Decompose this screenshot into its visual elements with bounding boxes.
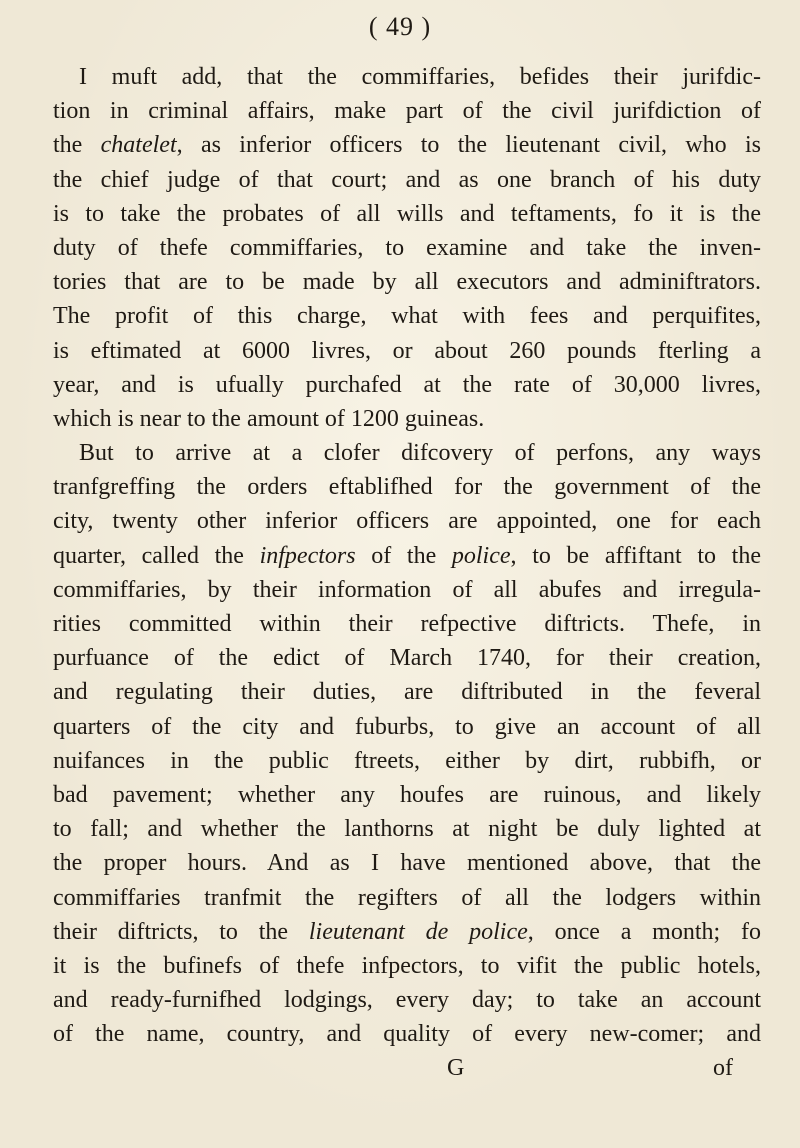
italic-term-lieutenant-de-police: lieutenant de police	[308, 918, 528, 945]
text-line-13: tranfgreffing the orders eftablifhed for the government of the	[53, 474, 761, 501]
text-line-27: it is the bufinefs of thefe infpectors, to vifit the public hotels,	[53, 952, 761, 979]
text-line-3: the chatelet, as inferior officers to the lieutenant civil, who is	[53, 132, 761, 159]
catchword: of	[713, 1055, 733, 1082]
text-line-26: their diftricts, to the lieutenant de police, once a month; fo	[53, 918, 761, 945]
text-line-5: is to take the probates of all wills and teftaments, fo it is the	[53, 200, 761, 227]
signature-mark: G	[447, 1055, 465, 1082]
text-line-7: tories that are to be made by all executors and adminiftrators.	[53, 269, 761, 296]
text-line-11: which is near to the amount of 1200 guineas.	[53, 405, 485, 432]
text-line-28: and ready-furnifhed lodgings, every day; to take an account	[53, 987, 761, 1014]
text-line-21: nuifances in the public ftreets, either by dirt, rubbifh, or	[53, 747, 761, 774]
italic-term-police: police	[451, 542, 511, 569]
text-line-18: purfuance of the edict of March 1740, for their creation,	[53, 645, 761, 672]
text-line-15: quarter, called the infpectors of the police, to be affiftant to the	[53, 542, 761, 569]
text-line-20: quarters of the city and fuburbs, to give an account of all	[53, 713, 761, 740]
text-line-12: But to arrive at a clofer difcovery of perfons, any ways	[79, 440, 761, 467]
page-footer	[53, 1051, 761, 1085]
text-line-19: and regulating their duties, are diftributed in the feveral	[53, 679, 761, 706]
text-line-29: of the name, country, and quality of every new-comer; and	[53, 1021, 761, 1048]
text-line-9: is eftimated at 6000 livres, or about 260 pounds fterling a	[53, 337, 761, 364]
text-line-6: duty of thefe commiffaries, to examine and take the inven-	[53, 234, 761, 261]
text-line-2: tion in criminal affairs, make part of the civil jurifdiction of	[53, 98, 761, 125]
text-line-23: to fall; and whether the lanthorns at night be duly lighted at	[53, 816, 761, 843]
text-line-17: rities committed within their refpective diftricts. Thefe, in	[53, 611, 761, 637]
text-line-10: year, and is ufually purchafed at the rate of 30,000 livres,	[53, 371, 761, 398]
text-line-4: the chief judge of that court; and as one branch of his duty	[53, 166, 761, 193]
text-line-24: the proper hours. And as I have mentioned above, that the	[53, 850, 761, 877]
text-line-1: I muft add, that the commiffaries, befides their jurifdic-	[79, 64, 761, 90]
italic-term-chatelet: chatelet	[100, 132, 177, 159]
text-line-14: city, twenty other inferior officers are appointed, one for each	[53, 508, 761, 535]
text-line-22: bad pavement; whether any houfes are ruinous, and likely	[53, 781, 761, 808]
italic-term-infpectors: infpectors	[259, 542, 356, 569]
text-line-8: The profit of this charge, what with fees and perquifites,	[53, 303, 761, 330]
body-text	[53, 60, 761, 1086]
text-line-16: commiffaries, by their information of all abufes and irregula-	[53, 576, 761, 603]
page-number: ( 49 )	[368, 12, 432, 41]
text-line-25: commiffaries tranfmit the regifters of all the lodgers within	[53, 884, 761, 911]
